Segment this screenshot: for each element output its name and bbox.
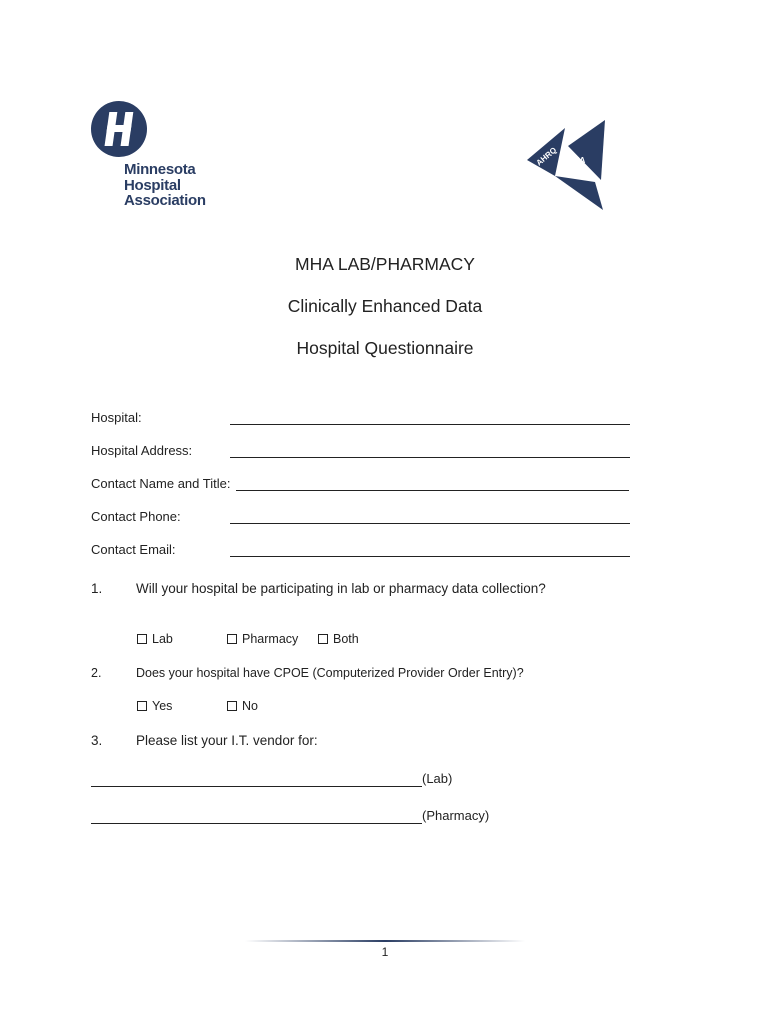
question-3-number: 3.: [91, 733, 103, 748]
document-subtitle-2: Hospital Questionnaire: [296, 338, 474, 358]
contact-name-field[interactable]: [236, 490, 629, 491]
both-checkbox[interactable]: [318, 634, 328, 644]
option-no[interactable]: [227, 699, 258, 713]
mha-logo-line-1: Minnesota: [124, 161, 196, 178]
document-title: MHA LAB/PHARMACY: [295, 254, 475, 274]
lab-vendor-label: (Lab): [422, 771, 453, 786]
mha-logo-line-2: Hospital: [124, 176, 181, 194]
contact-phone-label: Contact Phone:: [91, 509, 181, 524]
option-pharmacy[interactable]: [227, 632, 298, 646]
question-1-number: 1.: [91, 581, 103, 596]
option-yes-label: Yes: [152, 699, 173, 713]
hospital-field[interactable]: [230, 424, 630, 425]
mha-small-logo-text: MHA: [567, 156, 586, 165]
option-lab[interactable]: [137, 632, 173, 646]
option-no-label: No: [242, 699, 258, 713]
hospital-address-field[interactable]: [230, 457, 630, 458]
lab-vendor-field[interactable]: [91, 786, 422, 787]
option-both-label: Both: [333, 632, 359, 646]
ahrq-mha-logo: [525, 118, 610, 212]
question-3-text: Please list your I.T. vendor for:: [136, 733, 318, 748]
hospital-label: Hospital:: [91, 410, 142, 425]
option-both[interactable]: [318, 632, 359, 646]
option-pharmacy-label: Pharmacy: [242, 632, 299, 646]
hospital-address-label: Hospital Address:: [91, 443, 193, 458]
pharmacy-vendor-field[interactable]: [91, 823, 422, 824]
contact-email-label: Contact Email:: [91, 542, 176, 557]
footer-divider: [245, 940, 525, 942]
mha-logo: [90, 100, 220, 212]
question-2-text: Does your hospital have CPOE (Computerized Provider Order Entry)?: [136, 666, 524, 680]
yes-checkbox[interactable]: [137, 701, 147, 711]
option-yes[interactable]: [137, 699, 172, 713]
mha-logo-line-3: Association: [124, 192, 206, 209]
question-2-number: 2.: [91, 666, 102, 680]
page-number: 1: [381, 945, 389, 959]
lab-checkbox[interactable]: [137, 634, 147, 644]
pharmacy-checkbox[interactable]: [227, 634, 237, 644]
no-checkbox[interactable]: [227, 701, 237, 711]
mha-h-mark-icon: [90, 100, 148, 158]
triangle-logo-icon: [525, 118, 610, 212]
contact-name-label: Contact Name and Title:: [91, 476, 231, 491]
mha-logo-text: [124, 162, 206, 209]
ahrq-logo-text: AHRQ: [534, 145, 559, 168]
pharmacy-vendor-label: (Pharmacy): [422, 808, 490, 823]
question-1-text: Will your hospital be participating in lab or pharmacy data collection?: [136, 581, 546, 596]
contact-phone-field[interactable]: [230, 523, 630, 524]
option-lab-label: Lab: [152, 632, 173, 646]
contact-email-field[interactable]: [230, 556, 630, 557]
document-subtitle: Clinically Enhanced Data: [287, 296, 483, 316]
